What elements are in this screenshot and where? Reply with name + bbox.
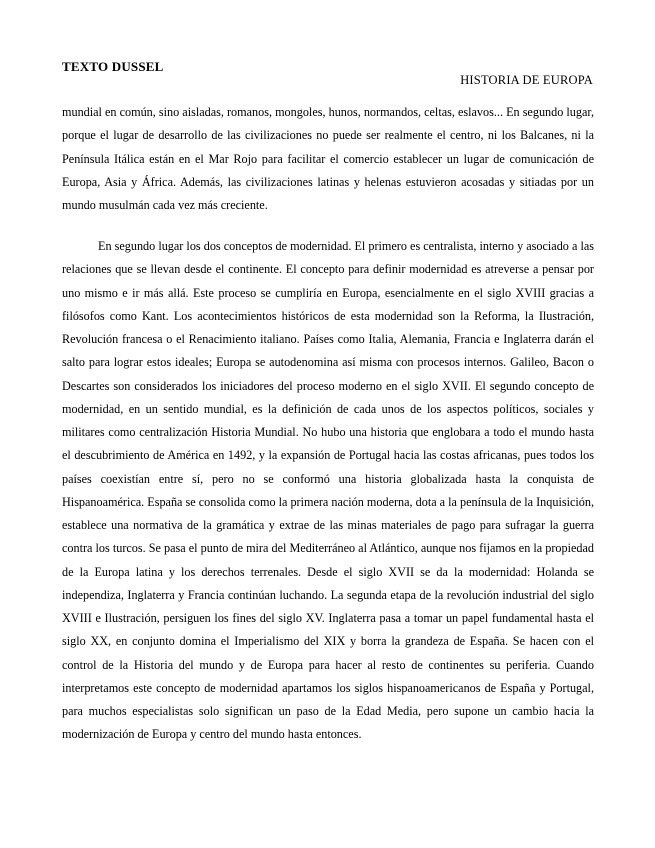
paragraph-1: mundial en común, sino aisladas, romanos, mongoles, hunos, normandos, celtas, eslavos... En segundo lugar, porque el lugar de desarrollo de las civilizaciones no puede ser realmente el centro, ni los Balcanes, ni la Península Itálica están en el Mar Rojo para facilitar el comercio establecer un lugar de comunicación de Europa, Asia y África. Además, las civilizaciones latinas y helenas estuvieron acosadas y sitiadas por un mundo musulmán cada vez más creciente. xyxy=(62,105,594,212)
paragraph-2: En segundo lugar los dos conceptos de modernidad. El primero es centralista, interno y asociado a las relaciones que se llevan desde el continente. El concepto para definir modernidad es atreverse a pensar por uno mismo e ir más allá. Este proceso se cumpliría en Europa, esencialmente en el siglo XVIII gracias a filósofos como Kant. Los acontecimientos históricos de esta modernidad son la Reforma, la Ilustración, Revolución francesa o el Renacimiento italiano. Países como Italia, Alemania, Francia e Inglaterra darán el salto para lograr estos ideales; Europa se autodenomina así misma con procesos internos. Galileo, Bacon o Descartes son considerados los iniciadores del proceso moderno en el siglo XVII. El segundo concepto de modernidad, en un sentido mundial, es la definición de cada unos de los aspectos políticos, sociales y militares como centralización Historia Mundial. No hubo una historia que englobara a todo el mundo hasta el descubrimiento de América en 1492, y la expansión de Portugal hacia las costas africanas, pues todos los países coexistían entre sí, pero no se conformó una historia globalizada hasta la conquista de Hispanoamérica. España se consolida como la primera nación moderna, dota a la península de la Inquisición, establece una normativa de la gramática y extrae de las minas materiales de pago para sufragar la guerra contra los turcos. Se pasa el punto de mira del Mediterráneo al Atlántico, aunque nos fijamos en la propiedad de la Europa latina y los derechos terrenales. Desde el siglo XVII se da la modernidad: Holanda se independiza, Inglaterra y Francia continúan luchando. La segunda etapa de la revolución industrial del siglo XVIII e Ilustración, persiguen los fines del siglo XV. Inglaterra pasa a tomar un papel fundamental hasta el siglo XX, en conjunto domina el Imperialismo del XIX y borra la grandeza de España. Se hacen con el control de la Historia del mundo y de Europa para hacer al resto de continentes su periferia. Cuando interpretamos este concepto de modernidad apartamos los siglos hispanoamericanos de España y Portugal, para muchos especialistas solo significan un paso de la Edad Media, pero supone un cambio hacia la modernización de Europa y centro del mundo hasta entonces. xyxy=(62,239,595,742)
document-title: TEXTO DUSSEL xyxy=(62,59,164,74)
document-subtitle: HISTORIA DE EUROPA xyxy=(460,73,593,87)
